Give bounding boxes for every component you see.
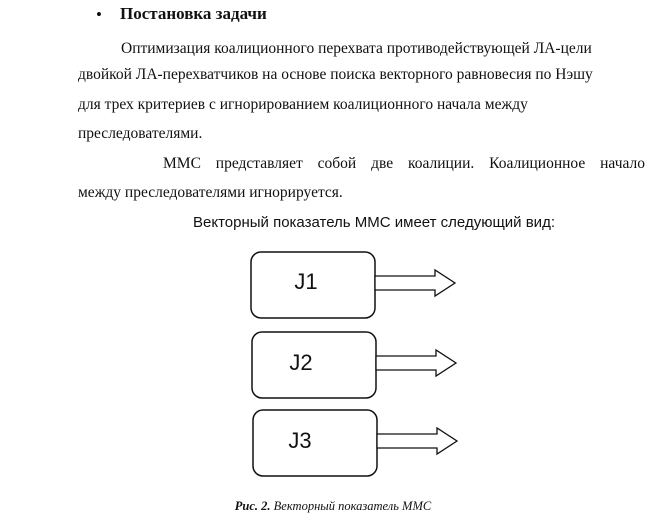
figure-number: Рис. 2. xyxy=(234,499,271,513)
criterion-box-j1 xyxy=(251,252,375,318)
arrow-j3 xyxy=(377,428,457,454)
criterion-box-j3 xyxy=(253,410,377,476)
paragraph1-line3: для трех критериев с игнорированием коалиционного начала между xyxy=(78,96,528,113)
box-label-j3: J3 xyxy=(288,428,312,453)
bullet-point: • xyxy=(96,5,102,24)
paragraph1-line2: двойкой ЛА-перехватчиков на основе поиска векторного равновесия по Нэшу xyxy=(78,66,593,83)
box-label-j2: J2 xyxy=(289,350,313,375)
figure-caption-text: Векторный показатель ММС xyxy=(273,499,432,513)
criterion-box-j2 xyxy=(252,332,376,398)
box-label-j1: J1 xyxy=(294,269,318,294)
paragraph2-line2: между преследователями игнорируется. xyxy=(78,184,343,201)
arrow-j1 xyxy=(375,270,455,296)
figure-caption xyxy=(0,499,666,514)
paragraph1-line1: Оптимизация коалиционного перехвата противодействующей ЛА-цели xyxy=(121,40,592,57)
paragraph3-line1: Векторный показатель ММС имеет следующий вид: xyxy=(193,214,555,231)
paragraph2-line1: ММС представляет собой две коалиции. Коалиционное начало xyxy=(163,155,645,172)
section-heading: Постановка задачи xyxy=(120,4,267,23)
arrow-j2 xyxy=(376,350,456,376)
paragraph1-line4: преследователями. xyxy=(78,125,203,142)
